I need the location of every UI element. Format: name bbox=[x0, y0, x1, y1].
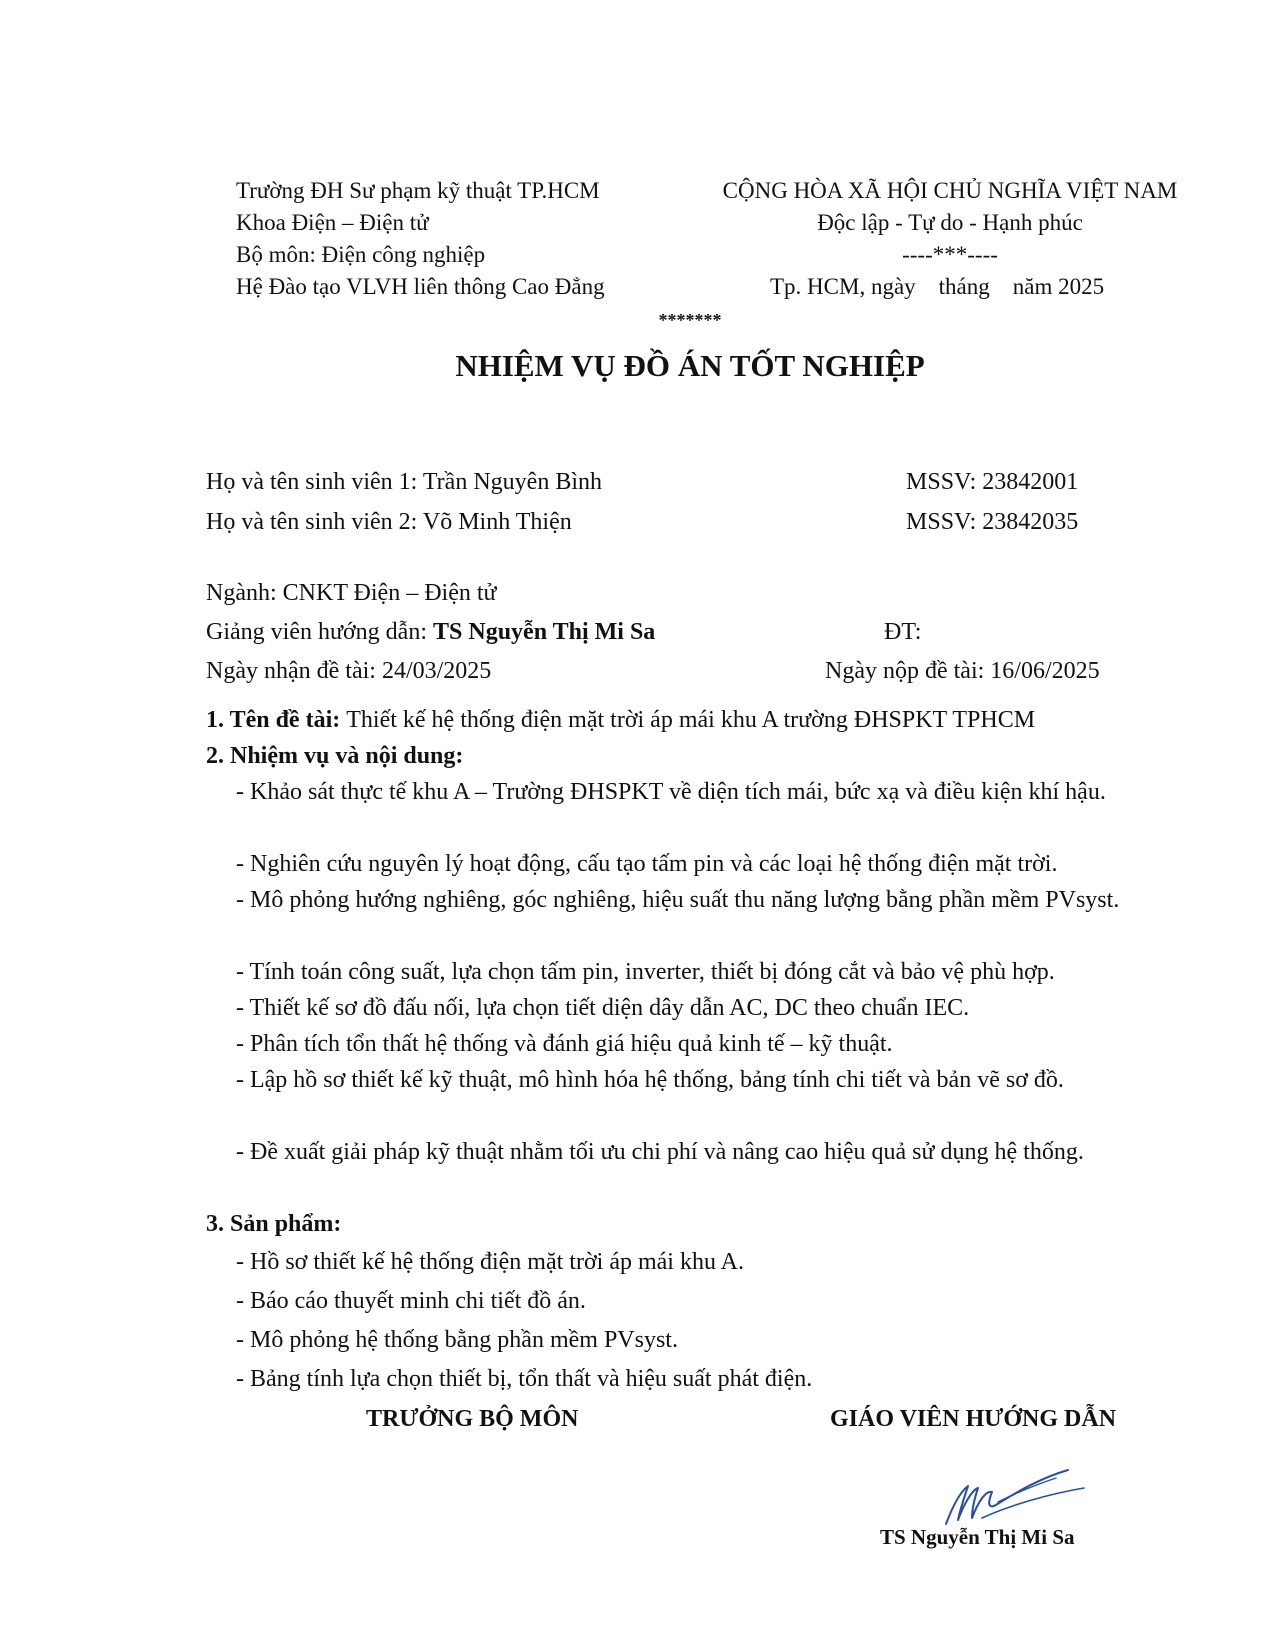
task-item-6: - Phân tích tổn thất hệ thống và đánh giá hiệu quả kinh tế – kỹ thuật. bbox=[236, 1031, 893, 1057]
task-item-3: - Mô phỏng hướng nghiêng, góc nghiêng, hiệu suất thu năng lượng bằng phần mềm PVsyst. bbox=[236, 887, 1120, 913]
task-item-1: - Khảo sát thực tế khu A – Trường ĐHSPKT về diện tích mái, bức xạ và điều kiện khí hậu. bbox=[236, 779, 1106, 805]
product-item-4: - Bảng tính lựa chọn thiết bị, tổn thất và hiệu suất phát điện. bbox=[236, 1366, 813, 1392]
header-program: Hệ Đào tạo VLVH liên thông Cao Đẳng bbox=[236, 274, 605, 299]
product-item-2: - Báo cáo thuyết minh chi tiết đồ án. bbox=[236, 1288, 586, 1314]
task-item-5: - Thiết kế sơ đồ đấu nối, lựa chọn tiết diện dây dẫn AC, DC theo chuẩn IEC. bbox=[236, 995, 970, 1021]
task-item-4: - Tính toán công suất, lựa chọn tấm pin, inverter, thiết bị đóng cắt và bảo vệ phù hợp. bbox=[236, 959, 1055, 985]
student-2-id: MSSV: 23842035 bbox=[906, 509, 1079, 535]
header-department: Bộ môn: Điện công nghiệp bbox=[236, 242, 486, 267]
date-received: Ngày nhận đề tài: 24/03/2025 bbox=[206, 658, 492, 684]
header-date: Tp. HCM, ngày tháng năm 2025 bbox=[770, 274, 1105, 299]
header-school: Trường ĐH Sư phạm kỹ thuật TP.HCM bbox=[236, 178, 600, 203]
product-item-1: - Hồ sơ thiết kế hệ thống điện mặt trời áp mái khu A. bbox=[236, 1249, 744, 1275]
student-1-id: MSSV: 23842001 bbox=[906, 469, 1079, 495]
header-country: CỘNG HÒA XÃ HỘI CHỦ NGHĨA VIỆT NAM bbox=[722, 178, 1178, 203]
signature-title-head: TRƯỞNG BỘ MÔN bbox=[366, 1406, 579, 1432]
header-motto: Độc lập - Tự do - Hạnh phúc bbox=[817, 210, 1083, 235]
page-title: NHIỆM VỤ ĐỒ ÁN TỐT NGHIỆP bbox=[455, 348, 925, 383]
header-stars-center: ******* bbox=[658, 310, 722, 330]
task-item-7: - Lập hồ sơ thiết kế kỹ thuật, mô hình hóa hệ thống, bảng tính chi tiết và bản vẽ sơ đồ. bbox=[236, 1067, 1064, 1093]
section-topic-heading: 1. Tên đề tài: bbox=[206, 707, 347, 733]
signature-icon bbox=[938, 1458, 1088, 1530]
task-item-2: - Nghiên cứu nguyên lý hoạt động, cấu tạo tấm pin và các loại hệ thống điện mặt trời. bbox=[236, 851, 1058, 877]
advisor-line bbox=[206, 614, 655, 650]
advisor-name: TS Nguyễn Thị Mi Sa bbox=[433, 619, 656, 645]
advisor-label: Giảng viên hướng dẫn: bbox=[206, 619, 433, 645]
major: Ngành: CNKT Điện – Điện tử bbox=[206, 580, 497, 606]
student-2: Họ và tên sinh viên 2: Võ Minh Thiện bbox=[206, 509, 572, 535]
product-item-3: - Mô phỏng hệ thống bằng phần mềm PVsyst. bbox=[236, 1327, 678, 1353]
date-submitted: Ngày nộp đề tài: 16/06/2025 bbox=[825, 658, 1100, 684]
section-tasks-heading: 2. Nhiệm vụ và nội dung: bbox=[206, 743, 464, 769]
section-products-heading: 3. Sản phẩm: bbox=[206, 1211, 342, 1237]
section-topic-text: Thiết kế hệ thống điện mặt trời áp mái khu A trường ĐHSPKT TPHCM bbox=[346, 707, 1036, 733]
signature-advisor-name: TS Nguyễn Thị Mi Sa bbox=[880, 1525, 1075, 1549]
header-stars: ----***---- bbox=[902, 242, 998, 267]
header-faculty: Khoa Điện – Điện tử bbox=[236, 210, 429, 235]
section-topic bbox=[206, 702, 1035, 738]
student-1: Họ và tên sinh viên 1: Trần Nguyên Bình bbox=[206, 469, 602, 495]
signature-title-advisor: GIÁO VIÊN HƯỚNG DẪN bbox=[830, 1406, 1117, 1432]
task-item-8: - Đề xuất giải pháp kỹ thuật nhằm tối ưu chi phí và nâng cao hiệu quả sử dụng hệ thống. bbox=[236, 1139, 1084, 1165]
advisor-phone: ĐT: bbox=[884, 619, 922, 645]
